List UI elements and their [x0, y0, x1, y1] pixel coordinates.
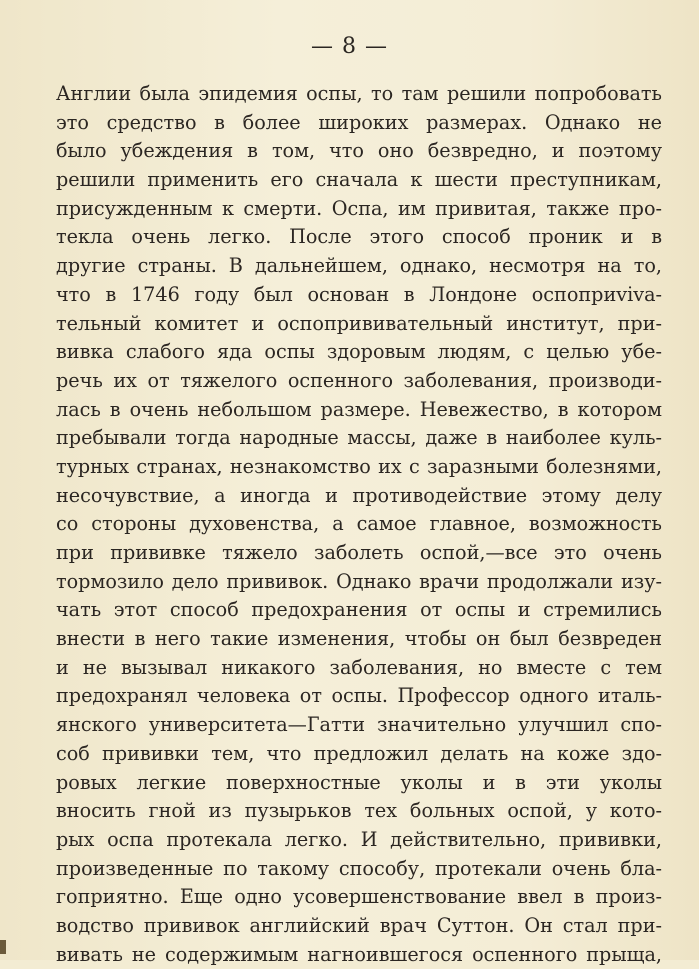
text-line: вивать не содержимым нагноившегося оспенного прыща,	[56, 942, 662, 966]
text-line: это средство в более широких размерах. Однако не	[56, 110, 662, 134]
text-line: что в 1746 году был основан в Лондоне оспоприviva-	[56, 282, 662, 306]
text-line: гоприятно. Еще одно усовершенствование ввел в произ-	[56, 885, 662, 909]
text-line: чать этот способ предохранения от оспы и стремились	[56, 598, 662, 622]
text-line: и не вызывал никакого заболевания, но вместе с тем	[56, 655, 662, 679]
text-line: водство прививок английский врач Суттон. Он стал при-	[56, 913, 662, 937]
text-line: тормозило дело прививок. Однако врачи продолжали изу-	[56, 569, 662, 593]
text-line: со стороны духовенства, а самое главное, возможность	[56, 512, 662, 536]
text-line: внести в него такие изменения, чтобы он был безвреден	[56, 627, 662, 651]
text-line: было убеждения в том, что оно безвредно, и поэтому	[56, 139, 662, 163]
text-line: текла очень легко. После этого способ проник и в	[56, 225, 662, 249]
text-line: лась в очень небольшом размере. Невежество, в котором	[56, 397, 662, 421]
text-line: тельный комитет и оспопрививательный институт, при-	[56, 311, 662, 335]
text-line: вносить гной из пузырьков тех больных оспой, у кото-	[56, 799, 662, 823]
text-line: предохранял человека от оспы. Профессор одного италь-	[56, 684, 662, 708]
text-line: янского университета—Гатти значительно улучшил спо-	[56, 713, 662, 737]
text-line: несочувствие, а иногда и противодействие этому делу	[56, 483, 662, 507]
text-line: пребывали тогда народные массы, даже в наиболее куль-	[56, 426, 662, 450]
text-line: решили применить его сначала к шести преступникам,	[56, 168, 662, 192]
text-line: турных странах, незнакомство их с заразными болезнями,	[56, 454, 662, 478]
text-line: при прививке тяжело заболеть оспой,—все это очень	[56, 541, 662, 564]
text-line: Англии была эпидемия оспы, то там решили попробовать	[56, 82, 662, 105]
body-text	[56, 80, 662, 969]
page-number: — 8 —	[311, 34, 388, 59]
text-line: соб прививки тем, что предложил делать на коже здо-	[56, 741, 662, 765]
text-line: речь их от тяжелого оспенного заболевания, производи-	[56, 368, 662, 392]
text-line: произведенные по такому способу, протекали очень бла-	[56, 856, 662, 880]
text-line: ровых легкие поверхностные уколы и в эти уколы	[56, 770, 662, 794]
text-line: другие страны. В дальнейшем, однако, несмотря на то,	[56, 254, 662, 278]
scan-edge-mark	[0, 940, 6, 954]
text-line: вивка слабого яда оспы здоровым людям, с целью убе-	[56, 340, 662, 364]
text-line: присужденным к смерти. Оспа, им привитая, также про-	[56, 196, 662, 220]
text-line: рых оспа протекала легко. И действительно, прививки,	[56, 827, 662, 851]
